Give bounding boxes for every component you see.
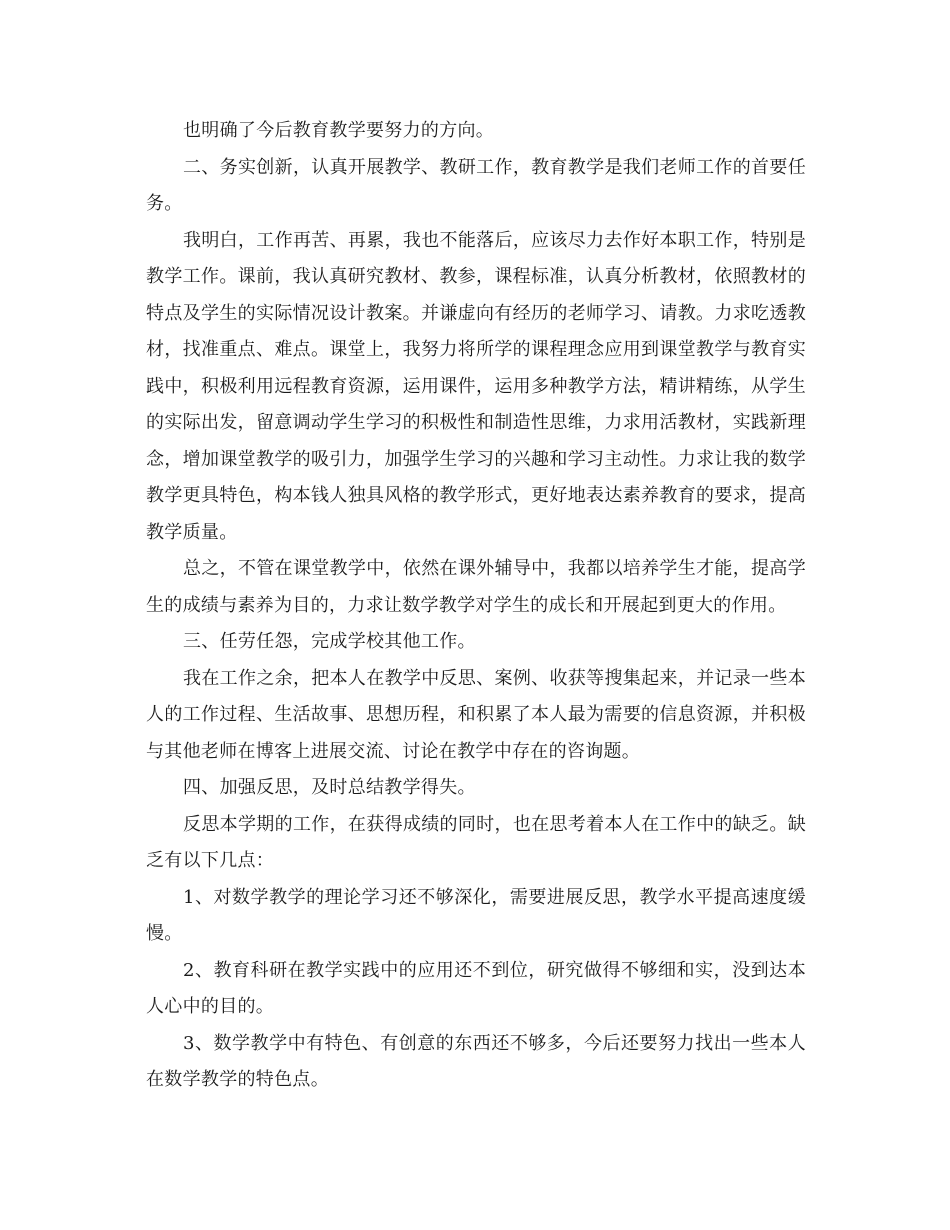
list-item: 2、教育科研在教学实践中的应用还不到位，研究做得不够细和实，没到达本人心中的目的。 [146,959,806,1017]
list-item: 3、数学教学中有特色、有创意的东西还不够多，今后还要努力找出一些本人在数学教学的特色点。 [146,1032,806,1090]
document-body [146,113,806,1099]
section-heading: 四、加强反思，及时总结教学得失。 [183,777,476,798]
paragraph: 也明确了今后教育教学要努力的方向。 [183,120,495,141]
paragraph: 我在工作之余，把本人在教学中反思、案例、收获等搜集起来，并记录一些本人的工作过程、生活故事、思想历程，和积累了本人最为需要的信息资源，并积极与其他老师在博客上进展交流、讨论在教学中存在的咨询题。 [146,667,806,762]
paragraph: 我明白，工作再苦、再累，我也不能落后，应该尽力去作好本职工作，特别是教学工作。课前，我认真研究教材、教参，课程标准，认真分析教材，依照教材的特点及学生的实际情况设计教案。并谦虚向有经历的老师学习、请教。力求吃透教材，找准重点、难点。课堂上，我努力将所学的课程理念应用到课堂教学与教育实践中，积极利用远程教育资源，运用课件，运用多种教学方法，精讲精练，从学生的实际出发，留意调动学生学习的积极性和制造性思维，力求用活教材，实践新理念，增加课堂教学的吸引力，加强学生学习的兴趣和学习主动性。力求让我的数学教学更具特色，构本钱人独具风格的教学形式，更好地表达素养教育的要求，提高教学质量。 [146,229,806,543]
list-item: 1、对数学教学的理论学习还不够深化，需要进展反思，教学水平提高速度缓慢。 [146,886,806,944]
paragraph: 总之，不管在课堂教学中，依然在课外辅导中，我都以培养学生才能，提高学生的成绩与素养为目的，力求让数学教学对学生的成长和开展起到更大的作用。 [146,558,806,616]
section-heading: 三、任劳任怨，完成学校其他工作。 [183,631,476,652]
paragraph: 反思本学期的工作，在获得成绩的同时，也在思考着本人在工作中的缺乏。缺乏有以下几点： [146,813,806,871]
section-heading: 二、务实创新，认真开展教学、教研工作，教育教学是我们老师工作的首要任务。 [146,156,806,214]
